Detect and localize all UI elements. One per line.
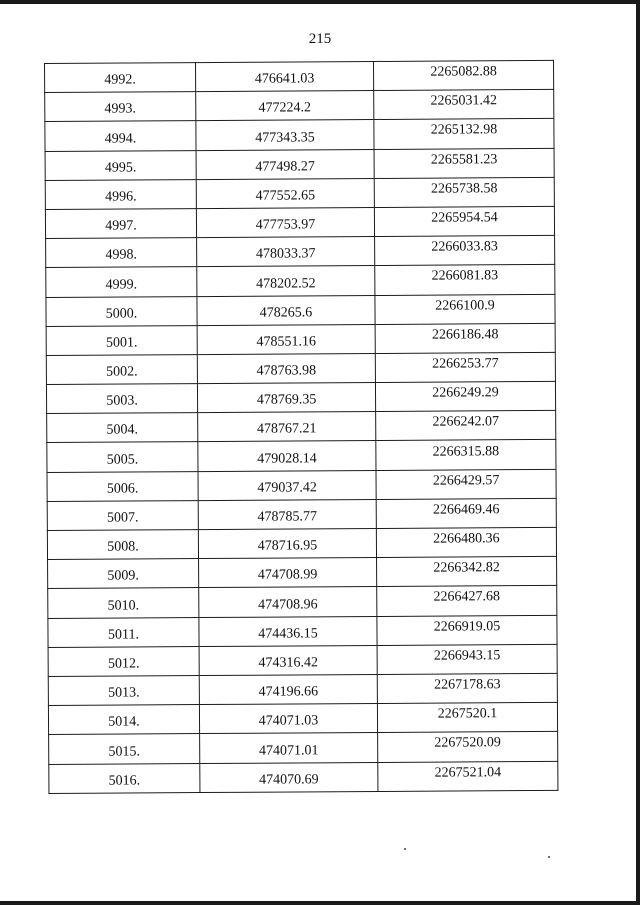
table-row [46, 352, 555, 384]
point-number-cell: 5014. [48, 705, 199, 735]
point-number-cell: 4996. [45, 179, 196, 209]
scan-border-right [636, 0, 640, 905]
table-row [45, 148, 554, 180]
point-number-cell: 5005. [47, 442, 198, 472]
y-coordinate-cell: 2265082.88 [373, 60, 553, 90]
x-coordinate-cell: 476641.03 [196, 61, 374, 91]
y-coordinate-cell: 2265738.58 [374, 177, 554, 207]
point-number-cell: 4992. [45, 63, 196, 93]
point-number-cell: 5001. [46, 325, 197, 355]
x-coordinate-cell: 474071.01 [200, 733, 378, 763]
y-coordinate-cell: 2266427.68 [377, 586, 557, 616]
coordinates-table-container [44, 60, 557, 794]
y-coordinate-cell: 2266253.77 [375, 352, 555, 382]
x-coordinate-cell: 478716.95 [198, 528, 376, 558]
y-coordinate-cell: 2266480.36 [376, 527, 556, 557]
table-row [49, 761, 558, 793]
point-number-cell: 4997. [45, 209, 196, 239]
x-coordinate-cell: 478785.77 [198, 499, 376, 529]
y-coordinate-cell: 2266315.88 [376, 440, 556, 470]
point-number-cell: 5011. [48, 617, 199, 647]
point-number-cell: 4994. [45, 121, 196, 151]
table-row [46, 265, 555, 297]
scan-border-bottom [0, 901, 640, 905]
y-coordinate-cell: 2267520.09 [378, 732, 558, 762]
x-coordinate-cell: 477753.97 [196, 207, 374, 237]
y-coordinate-cell: 2265031.42 [374, 90, 554, 120]
x-coordinate-cell: 478202.52 [197, 266, 375, 296]
table-row [45, 206, 554, 238]
table-row [47, 440, 556, 472]
point-number-cell: 4995. [45, 150, 196, 180]
coordinates-table [44, 60, 558, 794]
x-coordinate-cell: 478769.35 [197, 383, 375, 413]
point-number-cell: 5006. [47, 471, 198, 501]
table-row [46, 236, 555, 268]
scan-speck [404, 848, 406, 850]
table-row [49, 732, 558, 764]
point-number-cell: 5015. [49, 734, 200, 764]
y-coordinate-cell: 2266469.46 [376, 498, 556, 528]
x-coordinate-cell: 474708.96 [199, 587, 377, 617]
table-row [48, 673, 557, 705]
table-row [45, 177, 554, 209]
point-number-cell: 4993. [45, 92, 196, 122]
table-row [47, 469, 556, 501]
x-coordinate-cell: 478265.6 [197, 295, 375, 325]
point-number-cell: 5016. [49, 763, 200, 793]
point-number-cell: 4999. [46, 267, 197, 297]
x-coordinate-cell: 478767.21 [198, 412, 376, 442]
point-number-cell: 4998. [46, 238, 197, 268]
scan-border-top [0, 0, 640, 4]
y-coordinate-cell: 2265954.54 [374, 206, 554, 236]
x-coordinate-cell: 477224.2 [196, 91, 374, 121]
x-coordinate-cell: 478763.98 [197, 353, 375, 383]
y-coordinate-cell: 2266081.83 [375, 265, 555, 295]
y-coordinate-cell: 2267520.1 [377, 703, 557, 733]
x-coordinate-cell: 479037.42 [198, 470, 376, 500]
scan-speck [548, 856, 550, 858]
table-row [48, 615, 557, 647]
y-coordinate-cell: 2266186.48 [375, 323, 555, 353]
point-number-cell: 5000. [46, 296, 197, 326]
y-coordinate-cell: 2266242.07 [376, 411, 556, 441]
coordinates-table-body [45, 60, 558, 793]
point-number-cell: 5003. [46, 384, 197, 414]
y-coordinate-cell: 2266342.82 [377, 557, 557, 587]
y-coordinate-cell: 2266429.57 [376, 469, 556, 499]
table-row [45, 60, 554, 92]
point-number-cell: 5007. [47, 500, 198, 530]
y-coordinate-cell: 2266249.29 [375, 381, 555, 411]
point-number-cell: 5012. [48, 646, 199, 676]
table-row [48, 557, 557, 589]
x-coordinate-cell: 474196.66 [199, 674, 377, 704]
y-coordinate-cell: 2267521.04 [378, 761, 558, 791]
x-coordinate-cell: 478033.37 [197, 237, 375, 267]
point-number-cell: 5013. [48, 676, 199, 706]
table-row [48, 586, 557, 618]
point-number-cell: 5008. [47, 530, 198, 560]
table-row [47, 527, 556, 559]
x-coordinate-cell: 474316.42 [199, 645, 377, 675]
y-coordinate-cell: 2266100.9 [375, 294, 555, 324]
y-coordinate-cell: 2267178.63 [377, 673, 557, 703]
x-coordinate-cell: 474436.15 [199, 616, 377, 646]
y-coordinate-cell: 2266943.15 [377, 644, 557, 674]
page-number: 215 [308, 31, 332, 47]
table-row [47, 411, 556, 443]
table-row [48, 703, 557, 735]
table-row [46, 381, 555, 413]
x-coordinate-cell: 477343.35 [196, 120, 374, 150]
table-row [46, 323, 555, 355]
point-number-cell: 5004. [47, 413, 198, 443]
x-coordinate-cell: 478551.16 [197, 324, 375, 354]
x-coordinate-cell: 479028.14 [198, 441, 376, 471]
x-coordinate-cell: 477498.27 [196, 149, 374, 179]
x-coordinate-cell: 474070.69 [200, 762, 378, 792]
y-coordinate-cell: 2266919.05 [377, 615, 557, 645]
x-coordinate-cell: 474708.99 [199, 558, 377, 588]
y-coordinate-cell: 2266033.83 [375, 236, 555, 266]
x-coordinate-cell: 474071.03 [199, 704, 377, 734]
table-row [48, 644, 557, 676]
y-coordinate-cell: 2265132.98 [374, 119, 554, 149]
table-row [47, 498, 556, 530]
y-coordinate-cell: 2265581.23 [374, 148, 554, 178]
table-row [45, 90, 554, 122]
table-row [46, 294, 555, 326]
point-number-cell: 5010. [48, 588, 199, 618]
point-number-cell: 5002. [46, 354, 197, 384]
table-row [45, 119, 554, 151]
point-number-cell: 5009. [48, 559, 199, 589]
x-coordinate-cell: 477552.65 [196, 178, 374, 208]
